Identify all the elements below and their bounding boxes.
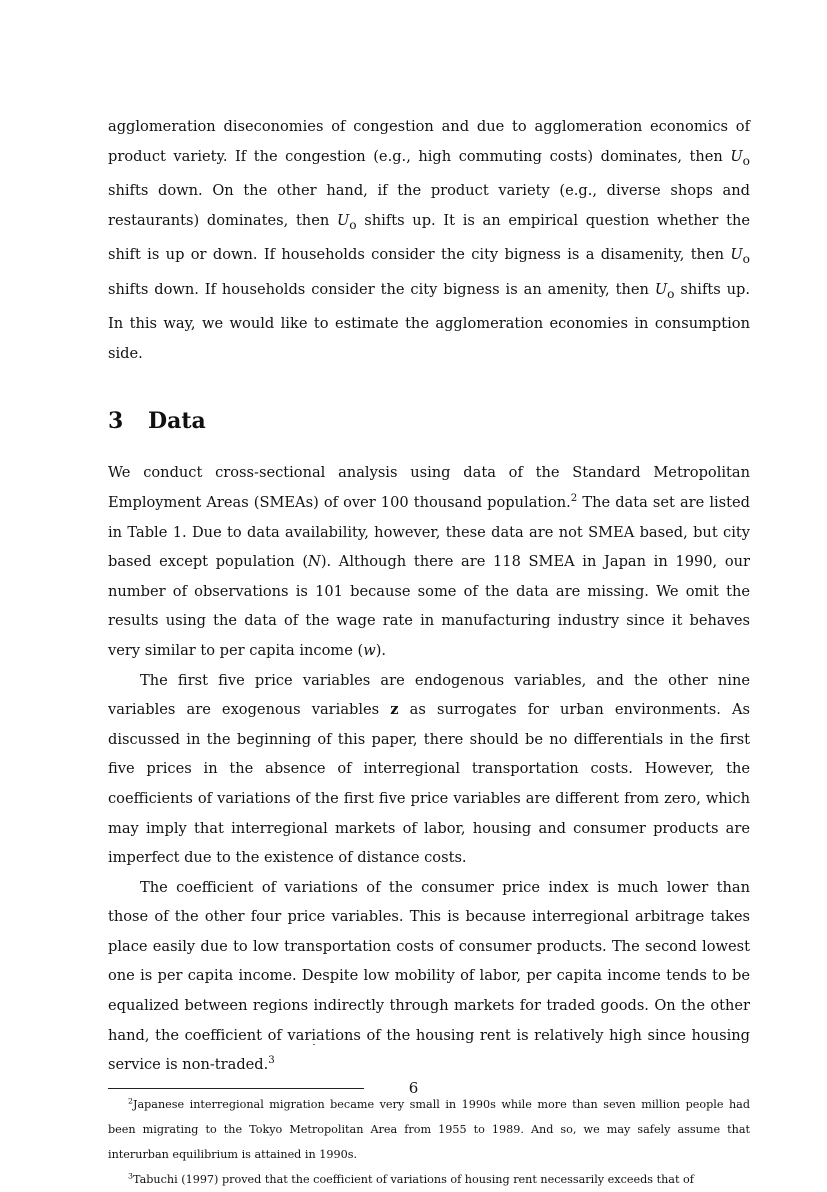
section-heading	[108, 406, 750, 436]
scan-speck	[313, 1044, 315, 1045]
page-number: 6	[408, 1079, 419, 1097]
page-body	[108, 112, 750, 1192]
footnote-ref-3[interactable]: 3	[268, 1055, 275, 1067]
data-paragraph-2: The first five price variables are endogenous variables, and the other nine variables are exogenous variables z as surrogates for urban environments. As discussed in the beginning of this paper, there should be no differentials in the first five prices in the absence of interregional transportation costs. However, the coefficients of variations of the first five price variables are different from zero, which may imply that interregional markets of labor, housing and consumer products are imperfect due to the existence of distance costs.	[108, 671, 750, 867]
section-title: Data	[148, 408, 206, 435]
data-paragraph-1: We conduct cross-sectional analysis using data of the Standard Metropolitan Employment Areas (SMEAs) of over 100 thousand population.$^2$ The data set are listed in Table 1. Due to data availability, however, these data are not SMEA based, but city based except population (N). Although there are 118 SMEA in Japan in 1990, our number of observations is 101 because some of the data are missing. We omit the results using the data of the wage rate in manufacturing industry since it behaves very similar to per capita income (w).	[108, 464, 751, 659]
intro-paragraph: agglomeration diseconomies of congestion and due to agglomeration economics of product variety. If the congestion (e.g., high commuting costs) dominates, then $U_o$ shifts down. On the other hand, if the product variety (e.g., diverse shops and restaurants) dominates, then $U_o$ shifts up. It is an empirical question whether the shift is up or down. If households consider the city bigness is a disamenity, then $U_o$ shifts down. If households consider the city bigness is an amenity, then $U_o$ shifts up. In this way, we would like to estimate the agglomeration economies in consumption side.	[108, 118, 750, 362]
footnotes	[108, 1092, 750, 1192]
footnote-ref-2[interactable]: 2	[570, 493, 578, 505]
footnote-3: $^3$Tabuchi (1997) proved that the coefficient of variations of housing rent necessarily exceeds that of	[128, 1171, 694, 1186]
section-number: 3	[108, 408, 124, 435]
data-paragraph-3: The coefficient of variations of the consumer price index is much lower than those of the other four price variables. This is because interregional arbitrage takes place easily due to low transportation costs of consumer products. The second lowest one is per capita income. Despite low mobility of labor, per capita income tends to be equalized between regions indirectly through markets for traded goods. On the other hand, the coefficient of variations of the housing rent is relatively high since housing service is non-traded.$^3$	[108, 878, 750, 1074]
footnote-2: $^2$Japanese interregional migration became very small in 1990s while more than seven million people had been migrating to the Tokyo Metropolitan Area from 1955 to 1989. And so, we may safely assume that interurban equilibrium is attained in 1990s.	[108, 1096, 750, 1161]
